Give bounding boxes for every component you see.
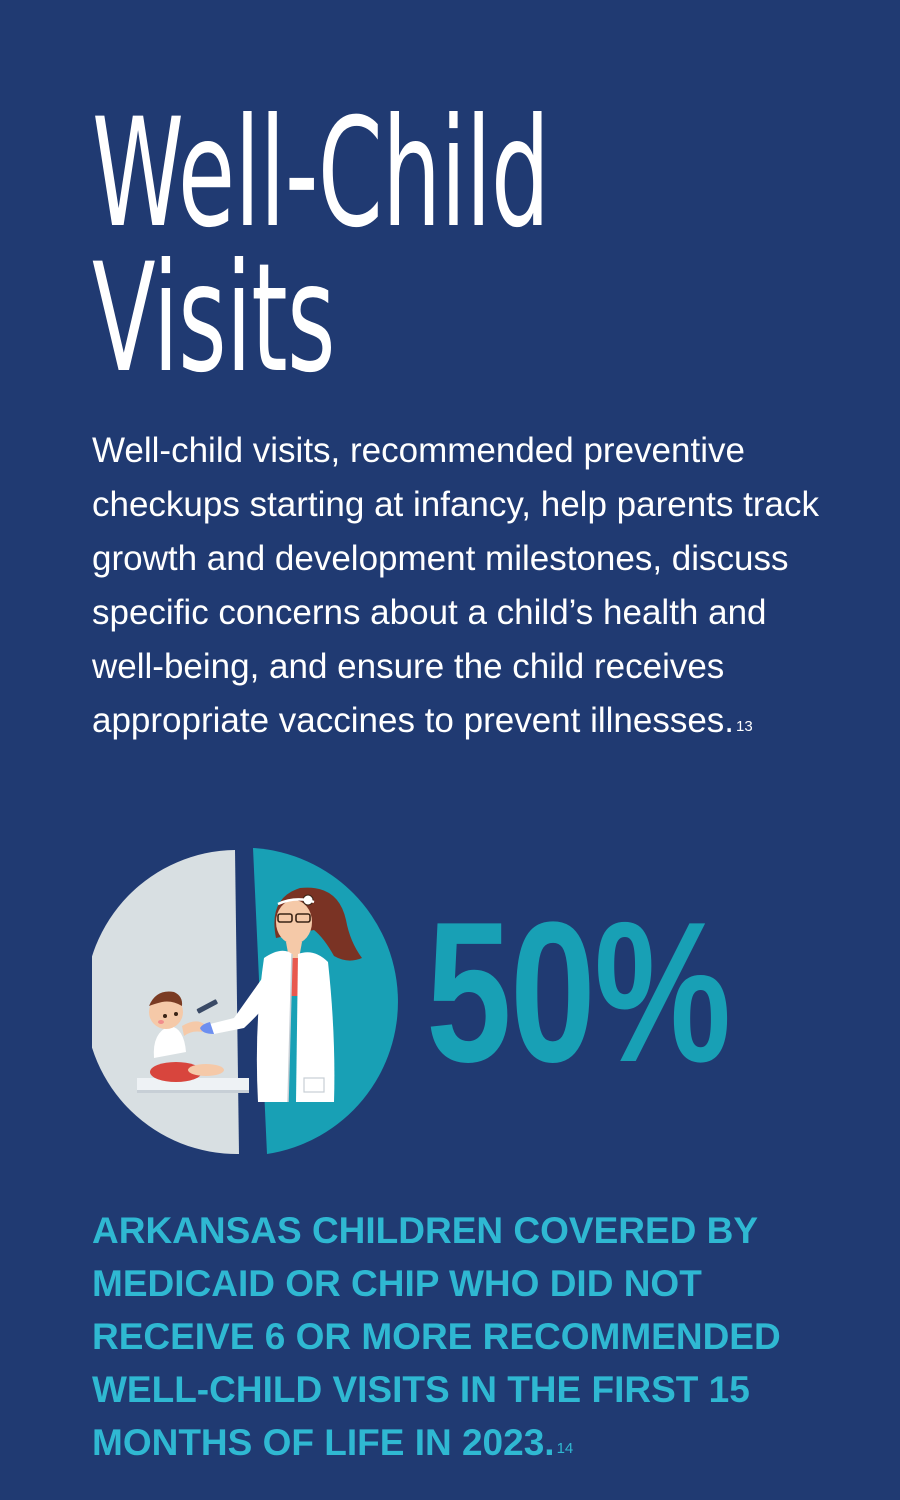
footnote-marker-13: 13 [736, 718, 753, 735]
stat-caption-text: ARKANSAS CHILDREN COVERED BY MEDICAID OR CHIP WHO DID NOT RECEIVE 6 OR MORE RECOMMENDED WELL-CHILD VISITS IN THE FIRST 15 MONTHS OF LIFE IN 2023. [92, 1210, 781, 1463]
intro-paragraph [92, 424, 832, 748]
stat-caption [92, 1204, 852, 1469]
title-line-2: Visits [92, 232, 335, 406]
page-title [92, 87, 550, 406]
stat-pie-graphic [92, 846, 408, 1162]
intro-text: Well-child visits, recommended preventive checkups starting at infancy, help parents track growth and development milestones, discuss specific concerns about a child’s health and well-being, and ensure the child receives appropriate vaccines to prevent illnesses. [92, 431, 819, 740]
stat-value: 50% [426, 881, 730, 1104]
footnote-marker-14: 14 [556, 1440, 574, 1457]
title-line-1: Well-Child [92, 87, 550, 261]
